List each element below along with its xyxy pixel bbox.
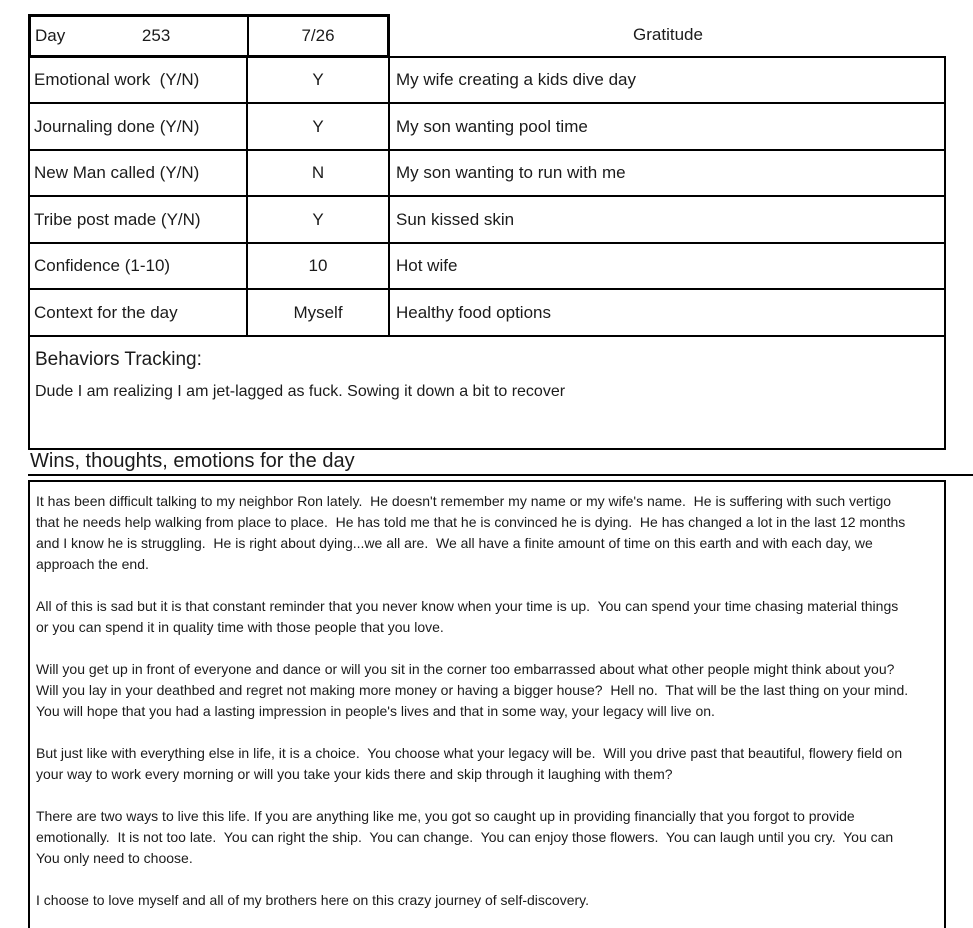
behaviors-title: Behaviors Tracking: <box>35 349 202 370</box>
day-header-cell <box>31 17 249 55</box>
row-gratitude: Healthy food options <box>396 302 551 322</box>
wins-title-underline <box>28 474 973 476</box>
wins-text-line <box>36 575 944 596</box>
wins-text-line <box>36 869 944 890</box>
wins-text-line: It has been difficult talking to my neighbor Ron lately. He doesn't remember my name or my wife's name. He is suffering with such vertigo <box>36 493 892 509</box>
wins-text-line: But just like with everything else in life, it is a choice. You choose what your legacy will be. Will you drive past that beautiful, flowery field on <box>36 745 903 761</box>
gratitude-column-header <box>390 14 946 58</box>
behaviors-note: Dude I am realizing I am jet-lagged as fuck. Sowing it down a bit to recover <box>35 383 566 400</box>
wins-text-line: approach the end. <box>36 556 149 572</box>
row-label: Context for the day <box>30 290 248 335</box>
wins-text-line: You will hope that you had a lasting impression in people's lives and that in some way, your legacy will live on. <box>36 703 715 719</box>
table-row <box>28 290 946 337</box>
wins-text-line: All of this is sad but it is that constant reminder that you never know when your time is up. You can spend your time chasing material things <box>36 598 899 614</box>
row-label: New Man called (Y/N) <box>30 151 248 195</box>
table-row <box>28 197 946 244</box>
date-value: 7/26 <box>301 26 335 45</box>
table-row <box>28 151 946 197</box>
row-value: 10 <box>248 244 390 288</box>
day-label: Day <box>35 26 66 45</box>
wins-text-line: Will you lay in your deathbed and regret not making more money or having a bigger house? Hell no. That will be the last thing on your mind. <box>36 682 909 698</box>
row-label: Confidence (1-10) <box>30 244 248 288</box>
row-gratitude: My son wanting pool time <box>396 116 588 136</box>
row-gratitude: Sun kissed skin <box>396 209 515 229</box>
tracking-table <box>28 58 946 337</box>
row-value: Y <box>248 104 390 149</box>
wins-text-line: your way to work every morning or will you take your kids there and skip through it laughing with them? <box>36 766 673 782</box>
gratitude-label: Gratitude <box>633 25 703 44</box>
wins-text-line <box>36 638 944 659</box>
wins-text-line: Will you get up in front of everyone and dance or will you sit in the corner too embarrassed about what other people might think about you? <box>36 661 895 677</box>
table-row <box>28 58 946 104</box>
behaviors-tracking-box <box>28 337 946 450</box>
wins-text-line: or you can spend it in quality time with those people that you love. <box>36 619 444 635</box>
date-cell <box>249 17 387 55</box>
wins-text-line: I choose to love myself and all of my brothers here on this crazy journey of self-discovery. <box>36 892 589 908</box>
row-value: Myself <box>248 290 390 335</box>
wins-section-title: Wins, thoughts, emotions for the day <box>30 450 355 472</box>
wins-text-line: that he needs help walking from place to place. He has told me that he is convinced he is dying. He has changed a lot in the last 12 months <box>36 514 906 530</box>
table-row <box>28 244 946 290</box>
row-label: Tribe post made (Y/N) <box>30 197 248 242</box>
row-label: Journaling done (Y/N) <box>30 104 248 149</box>
wins-text-line: and I know he is struggling. He is right about dying...we all are. We all have a finite amount of time on this earth and with each day, we <box>36 535 873 551</box>
day-header-row <box>28 14 390 58</box>
wins-text-line: There are two ways to live this life. If you are anything like me, you got so caught up in providing financially that you forgot to provide <box>36 808 855 824</box>
row-gratitude: My son wanting to run with me <box>396 163 626 182</box>
table-row <box>28 104 946 151</box>
row-label: Emotional work (Y/N) <box>30 58 248 102</box>
wins-text-line: You only need to choose. <box>36 850 193 866</box>
wins-text-line: emotionally. It is not too late. You can right the ship. You can change. You can enjoy those flowers. You can laugh until you cry. You can <box>36 829 894 845</box>
row-gratitude: My wife creating a kids dive day <box>396 70 636 89</box>
row-value: N <box>248 151 390 195</box>
wins-text-line <box>36 722 944 743</box>
row-value: Y <box>248 58 390 102</box>
day-number: 253 <box>141 26 171 45</box>
wins-text-box <box>28 480 946 928</box>
row-gratitude: Hot wife <box>396 256 458 275</box>
row-value: Y <box>248 197 390 242</box>
wins-text-line <box>36 785 944 806</box>
